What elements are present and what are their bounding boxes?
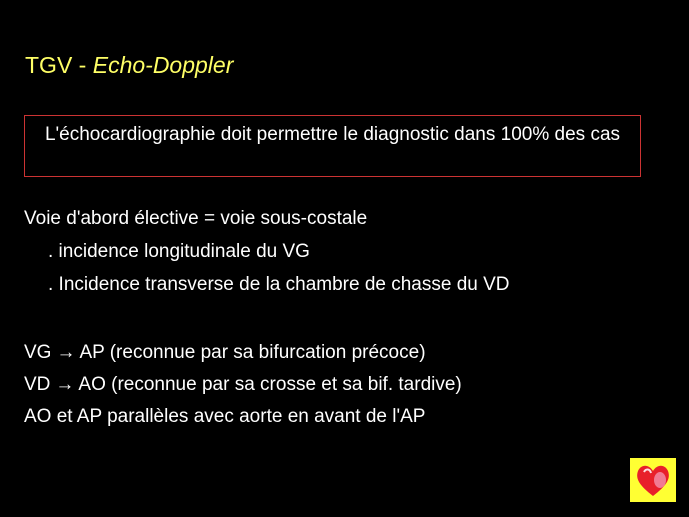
conclusion-line: AO et AP parallèles avec aorte en avant de l'AP	[24, 406, 426, 427]
arrow-right-icon: →	[55, 374, 75, 395]
approach-line: Voie d'abord élective = voie sous-costale	[24, 208, 368, 229]
mapping-from: VG	[24, 342, 52, 363]
heart-logo-icon	[630, 458, 676, 502]
highlight-text: L'échocardiographie doit permettre le diagnostic dans 100% des cas	[44, 124, 621, 145]
mapping-text: AO (reconnue par sa crosse et sa bif. tardive)	[78, 374, 462, 395]
title-italic: Echo-Doppler	[92, 52, 234, 78]
slide-title	[25, 52, 233, 79]
bullet-item: . Incidence transverse de la chambre de chasse du VD	[48, 274, 510, 295]
mapping-line	[24, 342, 426, 364]
bullet-item: . incidence longitudinale du VG	[48, 241, 310, 262]
mapping-text: AP (reconnue par sa bifurcation précoce)	[79, 342, 426, 363]
mapping-line	[24, 374, 462, 396]
heart-logo-svg	[630, 458, 676, 502]
highlight-box	[24, 115, 641, 177]
title-prefix: TGV -	[25, 52, 93, 78]
arrow-right-icon: →	[56, 342, 76, 363]
mapping-from: VD	[24, 374, 51, 395]
